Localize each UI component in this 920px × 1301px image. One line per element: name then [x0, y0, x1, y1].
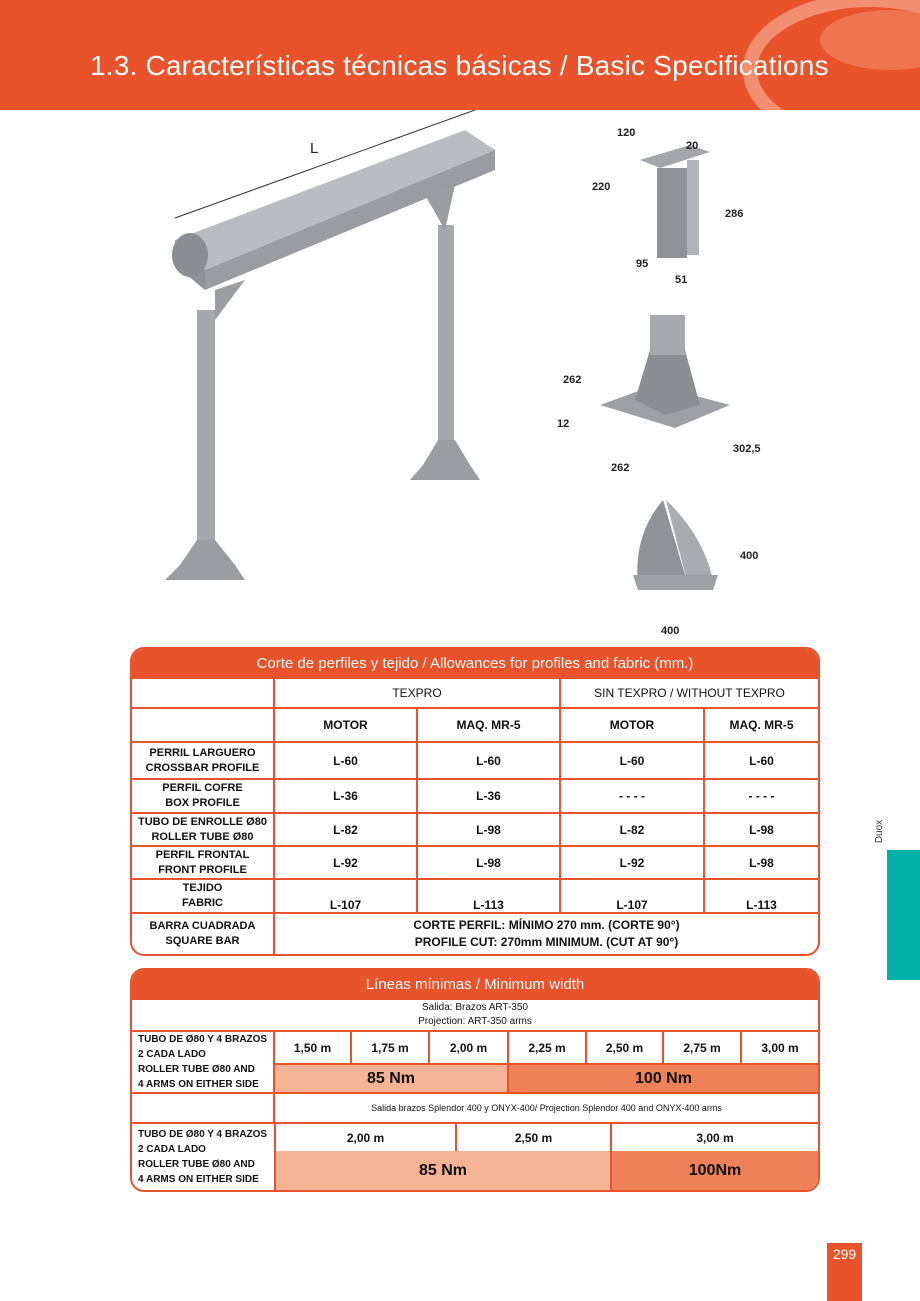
- page-number: 299: [827, 1243, 862, 1301]
- subheader: Salida: Brazos ART-350: [422, 1002, 528, 1013]
- width-cell: 2,00 m: [430, 1032, 509, 1065]
- awning-frame-illustration: [155, 110, 505, 610]
- column-header: MOTOR: [561, 709, 705, 743]
- row-label: PERRIL LARGUERO: [149, 746, 256, 759]
- dim-label: 400: [740, 550, 759, 562]
- torque-cell: 85 Nm: [275, 1151, 611, 1190]
- row-label: ROLLER TUBE Ø80: [151, 830, 254, 843]
- row-label: BOX PROFILE: [165, 797, 240, 809]
- width-cell: 1,75 m: [352, 1032, 430, 1065]
- row-label: TUBO DE Ø80 Y 4 BRAZOS: [138, 1129, 268, 1140]
- minimum-width-table: [130, 968, 820, 1192]
- cell: L-98: [418, 814, 561, 847]
- row-label: 4 ARMS ON EITHER SIDE: [138, 1079, 259, 1090]
- dim-label: 95: [636, 258, 649, 270]
- table-row: [132, 880, 818, 914]
- cell: L-107: [561, 880, 705, 914]
- dim-label: 400: [661, 625, 680, 637]
- row-label: BARRA CUADRADA: [149, 920, 256, 932]
- cell: L-82: [561, 814, 705, 847]
- row-label: PERFIL FRONTAL: [155, 848, 250, 861]
- length-label: L: [310, 140, 319, 157]
- table-row: [132, 780, 818, 814]
- cell: - - - -: [705, 780, 818, 814]
- table-title: Líneas mínimas / Minimum width: [132, 970, 818, 1000]
- dim-label: 262: [611, 462, 630, 474]
- width-cell: 1,50 m: [275, 1032, 352, 1065]
- cell: L-98: [705, 847, 818, 880]
- column-header: MAQ. MR-5: [418, 709, 561, 743]
- subheader: Salida brazos Splendor 400 y ONYX-400/ Projection Splendor 400 and ONYX-400 arms: [275, 1094, 818, 1124]
- column-header: MOTOR: [275, 709, 418, 743]
- cell: PROFILE CUT: 270mm MINIMUM. (CUT AT 90°): [414, 935, 679, 949]
- row-label: 2 CADA LADO: [138, 1049, 206, 1060]
- row-label: 4 ARMS ON EITHER SIDE: [138, 1174, 259, 1185]
- dim-label: 20: [686, 140, 699, 152]
- torque-cell: 100 Nm: [509, 1065, 818, 1094]
- group-header: SIN TEXPRO / WITHOUT TEXPRO: [561, 679, 818, 709]
- row-label: FABRIC: [182, 897, 223, 909]
- cell: L-92: [561, 847, 705, 880]
- dim-label: 51: [675, 274, 688, 286]
- cell: L-113: [418, 880, 561, 914]
- dim-label: 120: [617, 127, 636, 139]
- bracket-illustration: [615, 140, 725, 270]
- cell: L-98: [418, 847, 561, 880]
- row-label: TUBO DE ENROLLE Ø80: [138, 815, 267, 828]
- width-cell: 2,75 m: [664, 1032, 742, 1065]
- row-label: TUBO DE Ø80 Y 4 BRAZOS: [138, 1034, 268, 1045]
- dim-label: 286: [725, 208, 744, 220]
- cell: - - - -: [561, 780, 705, 814]
- cell: L-60: [561, 743, 705, 780]
- torque-cell: 85 Nm: [275, 1065, 509, 1094]
- row-label: TEJIDO: [182, 882, 223, 894]
- dim-label: 220: [592, 181, 611, 193]
- cell: L-60: [275, 743, 418, 780]
- page-header: [0, 0, 920, 110]
- width-cell: 3,00 m: [742, 1032, 818, 1065]
- row-label: CROSSBAR PROFILE: [145, 761, 260, 774]
- width-cell: 2,25 m: [509, 1032, 587, 1065]
- allowances-table: [130, 647, 820, 956]
- cell: L-60: [705, 743, 818, 780]
- page-title: 1.3. Características técnicas básicas / Basic Specifications: [90, 50, 829, 81]
- cell: L-98: [705, 814, 818, 847]
- cell: L-107: [275, 880, 418, 914]
- cell: L-36: [275, 780, 418, 814]
- row-label: FRONT PROFILE: [158, 863, 247, 876]
- base-plate-illustration: [595, 310, 735, 430]
- cell: L-82: [275, 814, 418, 847]
- group-header: TEXPRO: [275, 679, 561, 709]
- row-label: 2 CADA LADO: [138, 1144, 206, 1155]
- dim-label: 12: [557, 418, 570, 430]
- section-label: Duox: [874, 819, 886, 844]
- table-row: [132, 914, 818, 954]
- width-cell: 3,00 m: [696, 1130, 734, 1145]
- subheader: Projection: ART-350 arms: [418, 1016, 532, 1027]
- corner-bracket-illustration: [628, 495, 723, 595]
- torque-cell: 100Nm: [611, 1151, 818, 1190]
- width-cell: 2,50 m: [587, 1032, 664, 1065]
- width-cell: 2,50 m: [456, 1124, 611, 1151]
- width-cell: 2,00 m: [275, 1124, 456, 1151]
- cell: L-92: [275, 847, 418, 880]
- table-title: Corte de perfiles y tejido / Allowances for profiles and fabric (mm.): [132, 649, 818, 679]
- section-tab: [887, 850, 920, 980]
- row-label: SQUARE BAR: [165, 935, 240, 947]
- cell: L-113: [705, 880, 818, 914]
- table-row: [132, 847, 818, 880]
- dim-label: 262: [563, 374, 582, 386]
- cell: L-60: [418, 743, 561, 780]
- cell: CORTE PERFIL: MÍNIMO 270 mm. (CORTE 90°): [413, 918, 680, 932]
- row-label: ROLLER TUBE Ø80 AND: [138, 1064, 255, 1075]
- column-header: MAQ. MR-5: [705, 709, 818, 743]
- row-label: PERFIL COFRE: [162, 782, 243, 794]
- table-row: [132, 743, 818, 780]
- dim-label: 302,5: [733, 443, 761, 455]
- row-label: ROLLER TUBE Ø80 AND: [138, 1159, 255, 1170]
- table-row: [132, 814, 818, 847]
- cell: L-36: [418, 780, 561, 814]
